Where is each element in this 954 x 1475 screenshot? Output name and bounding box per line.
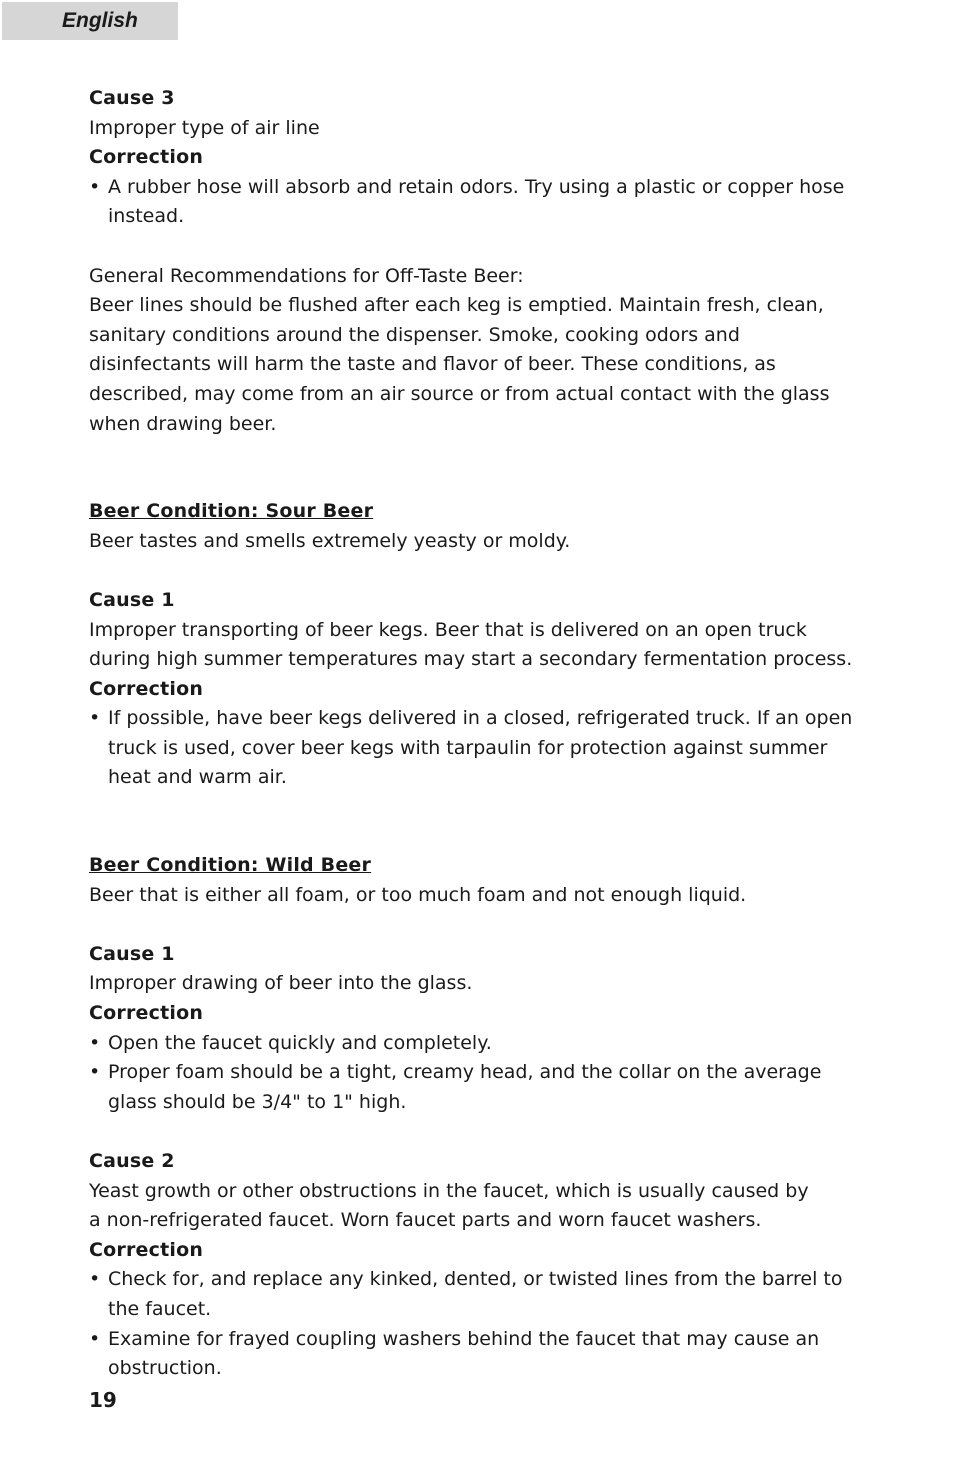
correction-heading: Correction bbox=[89, 1238, 204, 1261]
language-tab: English bbox=[2, 2, 178, 40]
condition-description: Beer tastes and smells extremely yeasty or moldy. bbox=[89, 529, 571, 552]
general-body: Beer lines should be flushed after each keg is emptied. Maintain fresh, clean, sanitary conditions around the dispenser. Smoke, cooking odors and disinfectants will harm the taste and flavor of beer. These conditions, as described, may come from an air source or from actual contact with the glass when drawing beer. bbox=[89, 294, 830, 435]
correction-bullet: • A rubber hose will absorb and retain odors. Try using a plastic or copper hose instead. bbox=[89, 173, 864, 232]
cause-heading: Cause 3 bbox=[89, 87, 175, 109]
cause-text: Improper transporting of beer kegs. Beer that is delivered on an open truck during high summer temperatures may start a secondary fermentation process. bbox=[89, 618, 853, 671]
condition-heading-wild: Beer Condition: Wild Beer bbox=[89, 854, 372, 877]
correction-bullet: • Check for, and replace any kinked, dented, or twisted lines from the barrel to the faucet. bbox=[89, 1265, 864, 1324]
correction-bullet: • If possible, have beer kegs delivered in a closed, refrigerated truck. If an open truck is used, cover beer kegs with tarpaulin for protection against summer heat and warm air. bbox=[89, 704, 864, 793]
cause-heading: Cause 1 bbox=[89, 942, 175, 965]
correction-heading: Correction bbox=[89, 1002, 204, 1025]
cause-text: Improper drawing of beer into the glass. bbox=[89, 972, 473, 995]
cause-text: Improper type of air line bbox=[89, 116, 320, 139]
correction-bullet: • Examine for frayed coupling washers behind the faucet that may cause an obstruction. bbox=[89, 1325, 864, 1384]
page-content bbox=[89, 84, 864, 1384]
correction-bullet: • Proper foam should be a tight, creamy head, and the collar on the average glass should be 3/4" to 1" high. bbox=[89, 1058, 864, 1117]
page-number: 19 bbox=[89, 1388, 117, 1412]
general-title: General Recommendations for Off-Taste Beer: bbox=[89, 264, 524, 287]
correction-bullet: • Open the faucet quickly and completely. bbox=[89, 1029, 864, 1059]
cause-text-line: a non-refrigerated faucet. Worn faucet parts and worn faucet washers. bbox=[89, 1209, 762, 1232]
correction-heading: Correction bbox=[89, 677, 204, 700]
condition-description: Beer that is either all foam, or too much foam and not enough liquid. bbox=[89, 883, 747, 906]
cause-heading: Cause 1 bbox=[89, 588, 175, 611]
condition-heading-sour: Beer Condition: Sour Beer bbox=[89, 500, 374, 523]
cause-text-line: Yeast growth or other obstructions in the faucet, which is usually caused by bbox=[89, 1179, 809, 1202]
correction-heading: Correction bbox=[89, 146, 204, 169]
cause-heading: Cause 2 bbox=[89, 1150, 175, 1172]
